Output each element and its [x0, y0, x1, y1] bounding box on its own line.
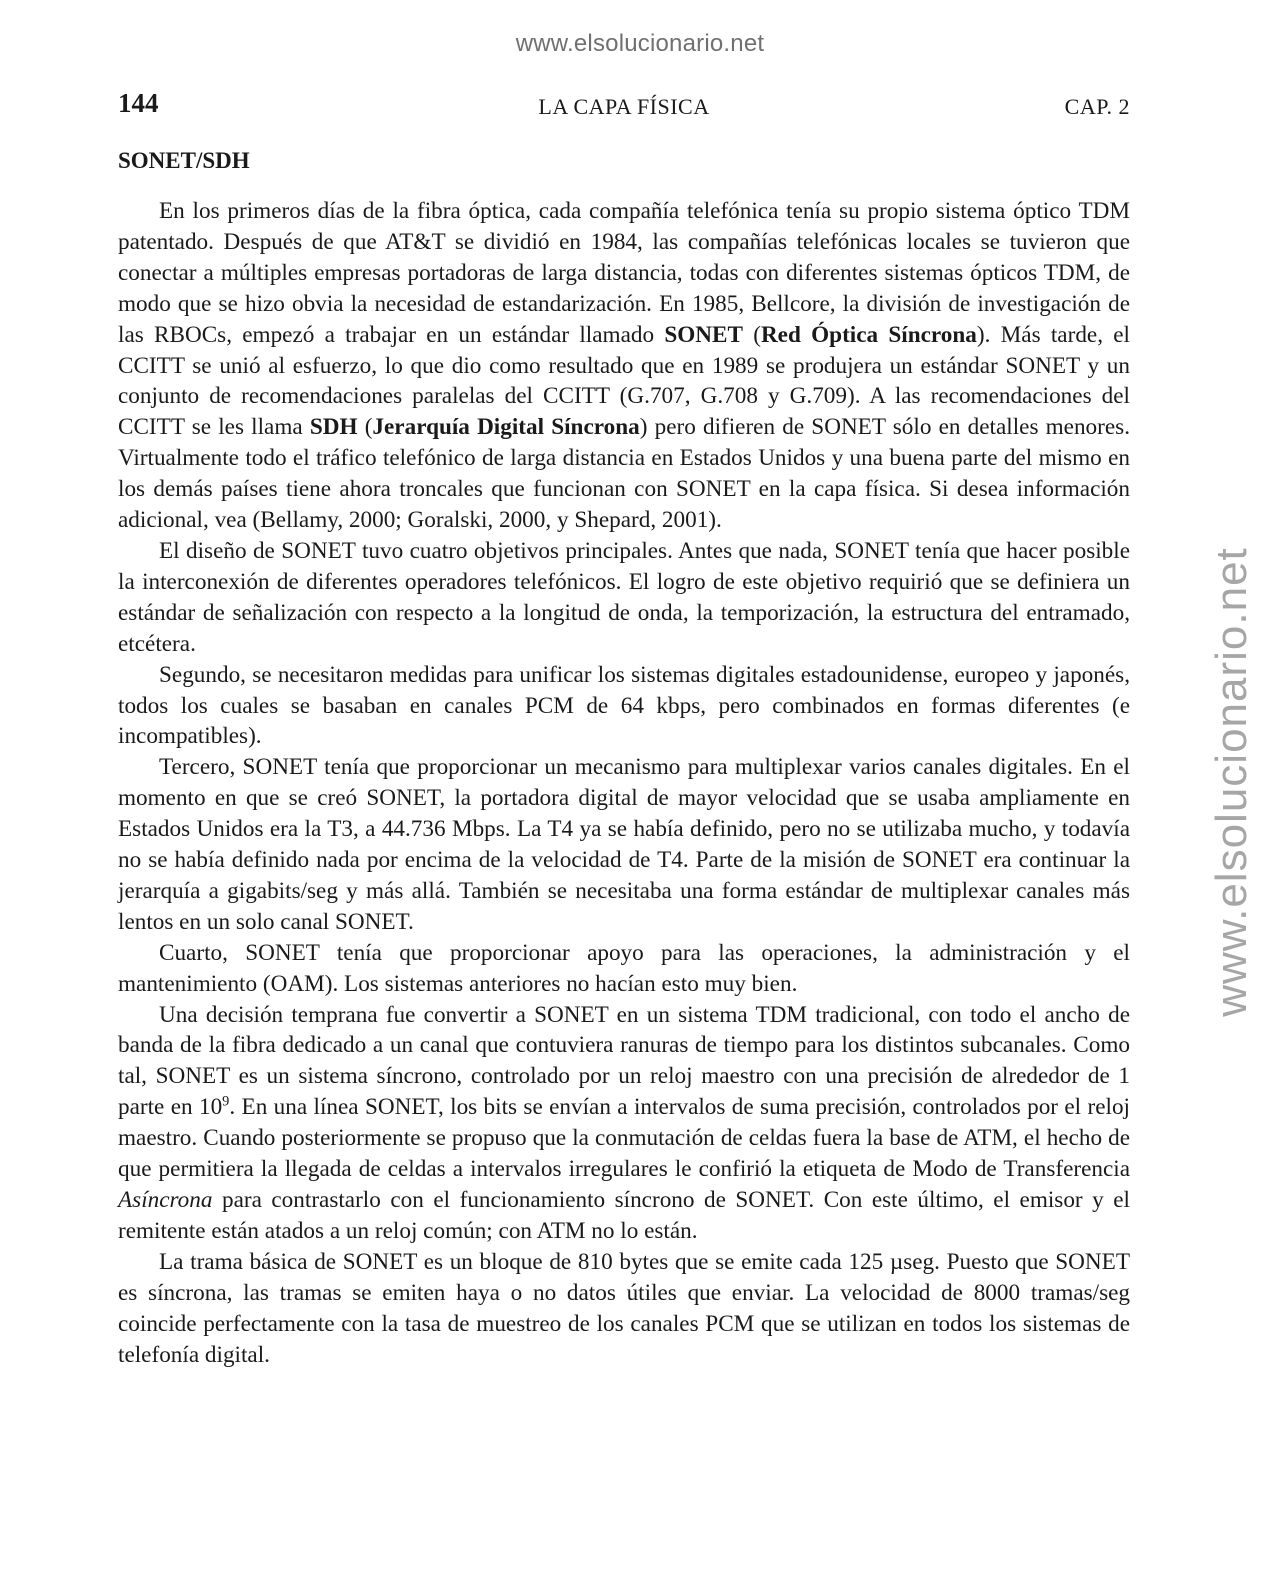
exponent: 9: [222, 1093, 230, 1110]
paragraph-second: Segundo, se necesitaron medidas para unificar los sistemas digitales estadounidense, europeo y japonés, todos los cuales se basaban en canales PCM de 64 kbps, pero combinados en formas diferentes (e incompatibles).: [118, 661, 1130, 750]
term-asincrona: Asíncrona: [118, 1187, 213, 1213]
page-header: [118, 88, 1130, 124]
watermark-url-top: www.elsolucionario.net: [515, 30, 765, 57]
term-sdh: SDH: [309, 414, 358, 441]
paragraph-objectives: El diseño de SONET tuvo cuatro objetivos principales. Antes que nada, SONET tenía que hacer posible la interconexión de diferentes operadores telefónicos. El logro de este objetivo requirió que se definiera un estándar de señalización con respecto a la longitud de onda, la temporización, la estructura del entramado, etcétera.: [118, 537, 1130, 657]
section-title: SONET/SDH: [118, 148, 250, 173]
watermark-url-side: www.elsolucionario.net: [1207, 547, 1256, 1017]
paragraph-fourth: Cuarto, SONET tenía que proporcionar apoyo para las operaciones, la administración y el mantenimiento (OAM). Los sistemas anteriores no hacían esto muy bien.: [118, 939, 1130, 997]
page-body: [118, 148, 1130, 1370]
paragraph-intro: En los primeros días de la fibra óptica, cada compañía telefónica tenía su propio sistema óptico TDM patentado. Después de que AT&T se dividió en 1984, las compañías telefónicas locales se tuvieron que conectar a múltiples empresas portadoras de larga distancia, todas con diferentes sistemas ópticos TDM, de modo que se hizo obvia la necesidad de estandarización. En 1985, Bellcore, la división de investigación de las RBOCs, empezó a trabajar en un estándar llamado SONET (Red Óptica Síncrona). Más tarde, el CCITT se unió al esfuerzo, lo que dio como resultado que en 1989 se produjera un estándar SONET y un conjunto de recomendaciones paralelas del CCITT (G.707, G.708 y G.709). A las recomendaciones del CCITT se les llama SDH (Jerarquía Digital Síncrona) pero difieren de SONET sólo en detalles menores. Virtualmente todo el tráfico telefónico de larga distancia en Estados Unidos y una buena parte del mismo en los demás países tiene ahora troncales que funcionan con SONET en la capa física. Si desea información adicional, vea (Bellamy, 2000; Goralski, 2000, y Shepard, 2001).: [118, 198, 1130, 534]
term-jerarquia-digital-sincrona: Jerarquía Digital Síncrona: [372, 414, 640, 441]
paragraph-tdm-decision: Una decisión temprana fue convertir a SONET en un sistema TDM tradicional, con todo el ancho de banda de la fibra dedicado a un canal que contuviera ranuras de tiempo para los distintos subcanales. Como tal, SONET es un sistema síncrono, controlado por un reloj maestro con una precisión de alrededor de 1 parte en $10^9$. En una línea SONET, los bits se envían a intervalos de suma precisión, controlados por el reloj maestro. Cuando posteriormente se propuso que la conmutación de celdas fuera la base de ATM, el hecho de que permitiera la llegada de celdas a intervalos irregulares le confirió la etiqueta de Modo de Transferencia Asíncrona para contrastarlo con el funcionamiento síncrono de SONET. Con este último, el emisor y el remitente están atados a un reloj común; con ATM no lo están.: [118, 1001, 1130, 1244]
running-title: LA CAPA FÍSICA: [538, 94, 710, 119]
chapter-label: CAP. 2: [1064, 94, 1130, 119]
page-number: 144: [118, 88, 159, 118]
paragraph-basic-frame: La trama básica de SONET es un bloque de 810 bytes que se emite cada 125 µseg. Puesto que SONET es síncrona, las tramas se emiten haya o no datos útiles que enviar. La velocidad de 8000 tramas/seg coincide perfectamente con la tasa de muestreo de los canales PCM que se utilizan en todos los sistemas de telefonía digital.: [118, 1248, 1130, 1368]
term-sonet: SONET: [664, 321, 743, 348]
paragraph-third: Tercero, SONET tenía que proporcionar un mecanismo para multiplexar varios canales digitales. En el momento en que se creó SONET, la portadora digital de mayor velocidad que se usaba ampliamente en Estados Unidos era la T3, a 44.736 Mbps. La T4 ya se había definido, pero no se utilizaba mucho, y todavía no se había definido nada por encima de la velocidad de T4. Parte de la misión de SONET era continuar la jerarquía a gigabits/seg y más allá. También se necesitaba una forma estándar de multiplexar canales más lentos en un solo canal SONET.: [118, 754, 1130, 935]
term-red-optica-sincrona: Red Óptica Síncrona: [760, 321, 977, 348]
